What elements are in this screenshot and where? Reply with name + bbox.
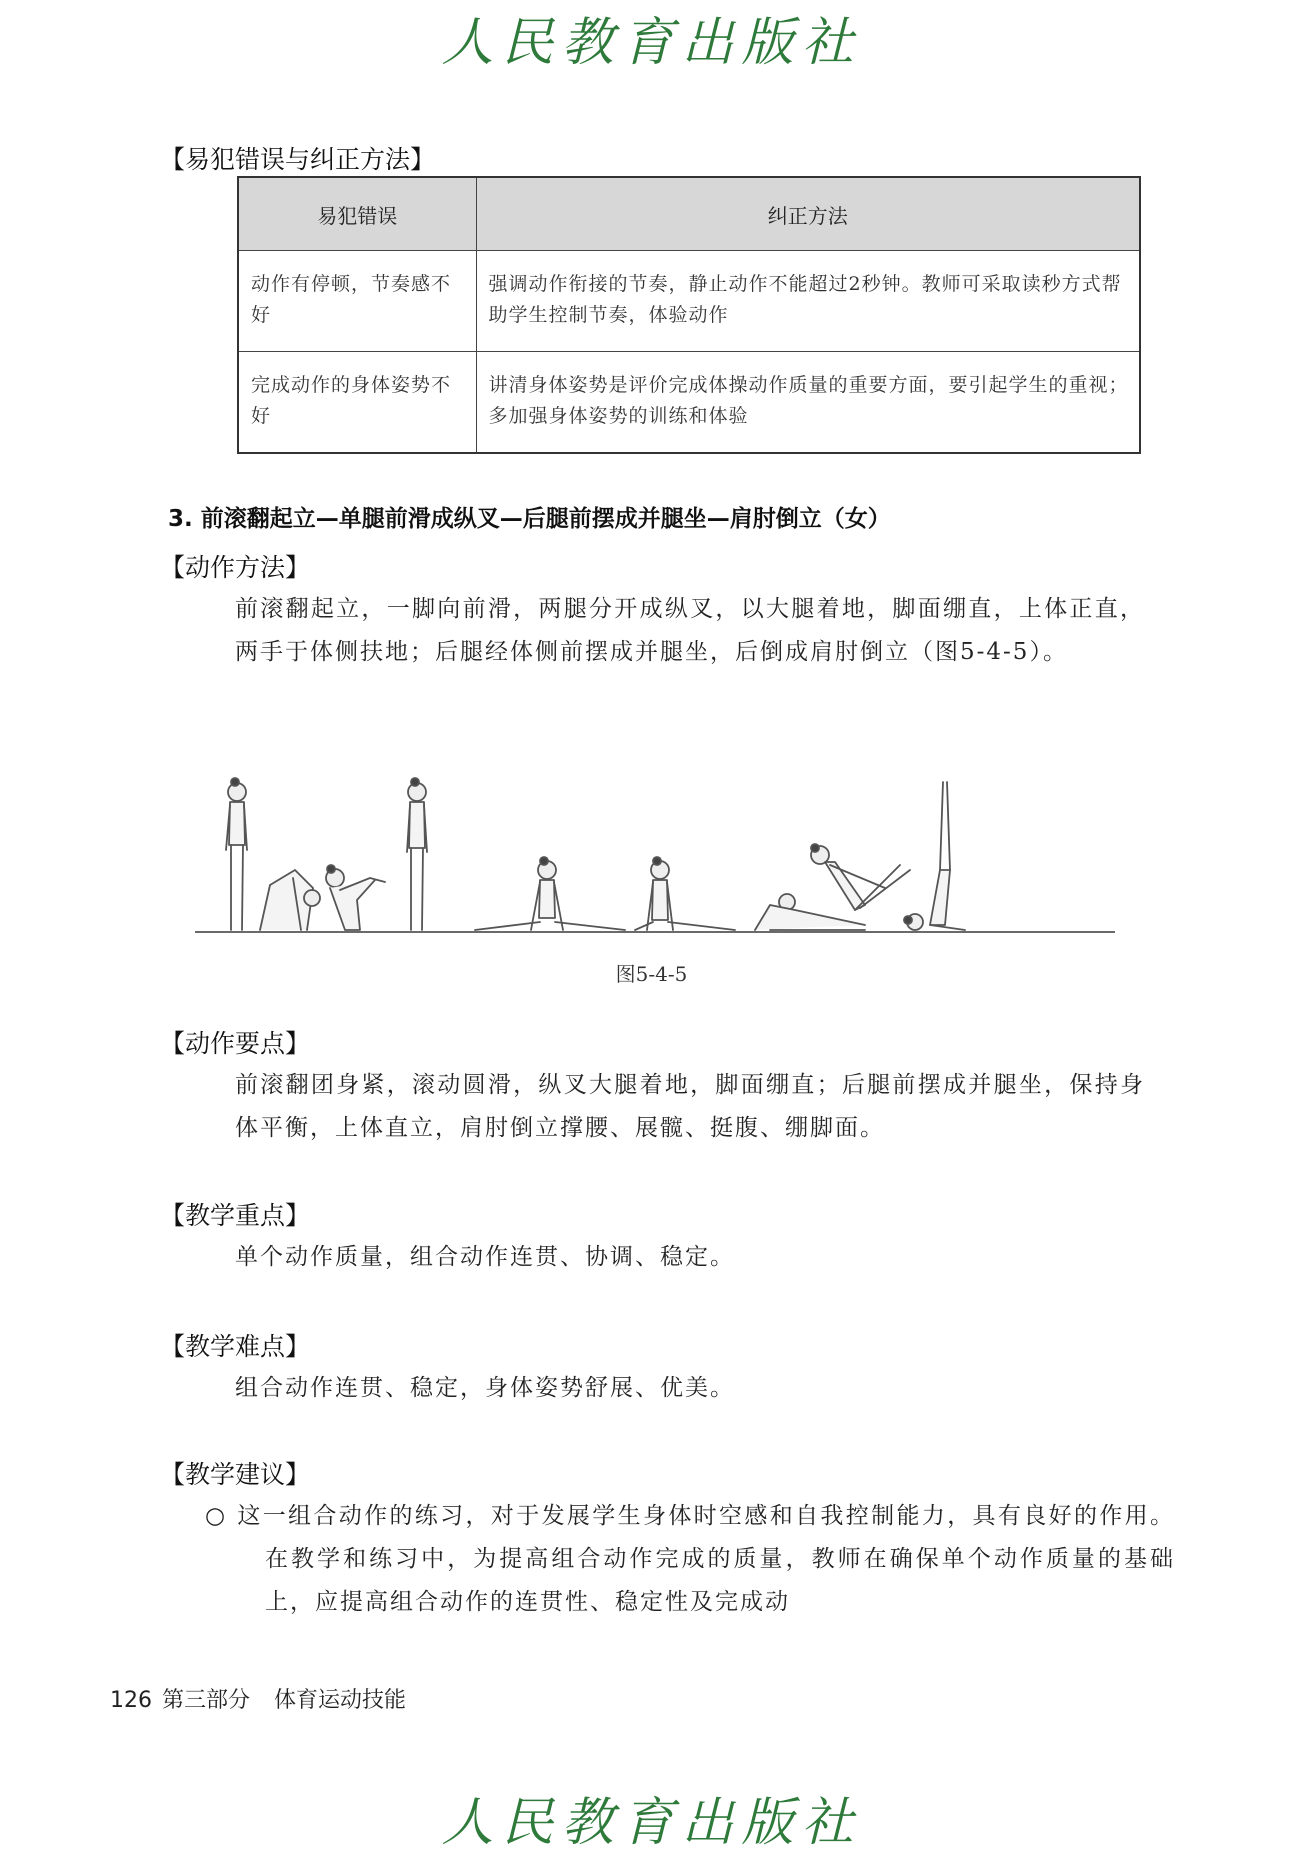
difficulty-text: 组合动作连贯、稳定，身体姿势舒展、优美。 (235, 1375, 735, 1401)
focus-heading: 【教学重点】 (160, 1201, 311, 1230)
publisher-logo-top: 人民教育出版社 (441, 13, 862, 73)
figure-split-2 (635, 857, 735, 930)
page-number: 126 (110, 1688, 152, 1713)
focus-text: 单个动作质量，组合动作连贯、协调、稳定。 (235, 1244, 735, 1270)
figure-tucked (326, 865, 385, 930)
method-text: 前滚翻起立，一脚向前滑，两腿分开成纵叉，以大腿着地，脚面绷直，上体正直，两手于体侧扶地；后腿经体侧前摆成并腿坐，后倒成肩肘倒立（图5-4-5）。 (235, 596, 1145, 665)
table-cell-error: 动作有停顿，节奏感不好 (238, 251, 476, 352)
suggestion-text: 这一组合动作的练习，对于发展学生身体时空感和自我控制能力，具有良好的作用。在教学和练习中，为提高组合动作完成的质量，教师在确保单个动作质量的基础上，应提高组合动作的连贯性、稳定性及完成动 (237, 1503, 1175, 1615)
table-cell-error: 完成动作的身体姿势不好 (238, 352, 476, 454)
errors-table (237, 176, 1141, 454)
errors-heading: 【易犯错误与纠正方法】 (160, 145, 436, 174)
figure-shoulder-stand (904, 782, 965, 930)
figure-split (475, 857, 625, 930)
section-title: 3. 前滚翻起立—单腿前滑成纵叉—后腿前摆成并腿坐—肩肘倒立（女） (168, 506, 891, 532)
gymnastics-sequence-figure (195, 770, 1115, 940)
keypoints-text: 前滚翻团身紧，滚动圆滑，纵叉大腿着地，脚面绷直；后腿前摆成并腿坐，保持身体平衡，上体直立，肩肘倒立撑腰、展髋、挺腹、绷脚面。 (235, 1072, 1145, 1141)
figure-v-sit (811, 844, 910, 910)
suggestion-heading: 【教学建议】 (160, 1460, 311, 1489)
table-header-cell: 易犯错误 (238, 177, 476, 251)
method-heading: 【动作方法】 (160, 553, 311, 582)
publisher-logo-bottom: 人民教育出版社 (441, 1793, 862, 1853)
footer-part: 第三部分 (162, 1688, 251, 1713)
table-cell-fix: 强调动作衔接的节奏，静止动作不能超过2秒钟。教师可采取读秒方式帮助学生控制节奏，体验动作 (476, 251, 1140, 352)
table-row (238, 352, 1140, 454)
figure-caption: 图5-4-5 (615, 962, 688, 986)
footer-section: 体育运动技能 (274, 1688, 407, 1713)
figure-bending (260, 870, 320, 930)
table-header-row (238, 177, 1140, 251)
figure-standing-1 (226, 778, 247, 930)
figure-standing-2 (407, 778, 427, 930)
table-header-cell: 纠正方法 (476, 177, 1140, 251)
page-footer (110, 1683, 406, 1714)
difficulty-heading: 【教学难点】 (160, 1332, 311, 1361)
table-row (238, 251, 1140, 352)
table-cell-fix: 讲清身体姿势是评价完成体操动作质量的重要方面，要引起学生的重视；多加强身体姿势的训练和体验 (476, 352, 1140, 454)
suggestion-text-block: ○ 这一组合动作的练习，对于发展学生身体时空感和自我控制能力，具有良好的作用。在教学和练习中，为提高组合动作完成的质量，教师在确保单个动作质量的基础上，应提高组合动作的连贯性、稳定性及完成动 (205, 1503, 1175, 1615)
keypoints-heading: 【动作要点】 (160, 1029, 311, 1058)
